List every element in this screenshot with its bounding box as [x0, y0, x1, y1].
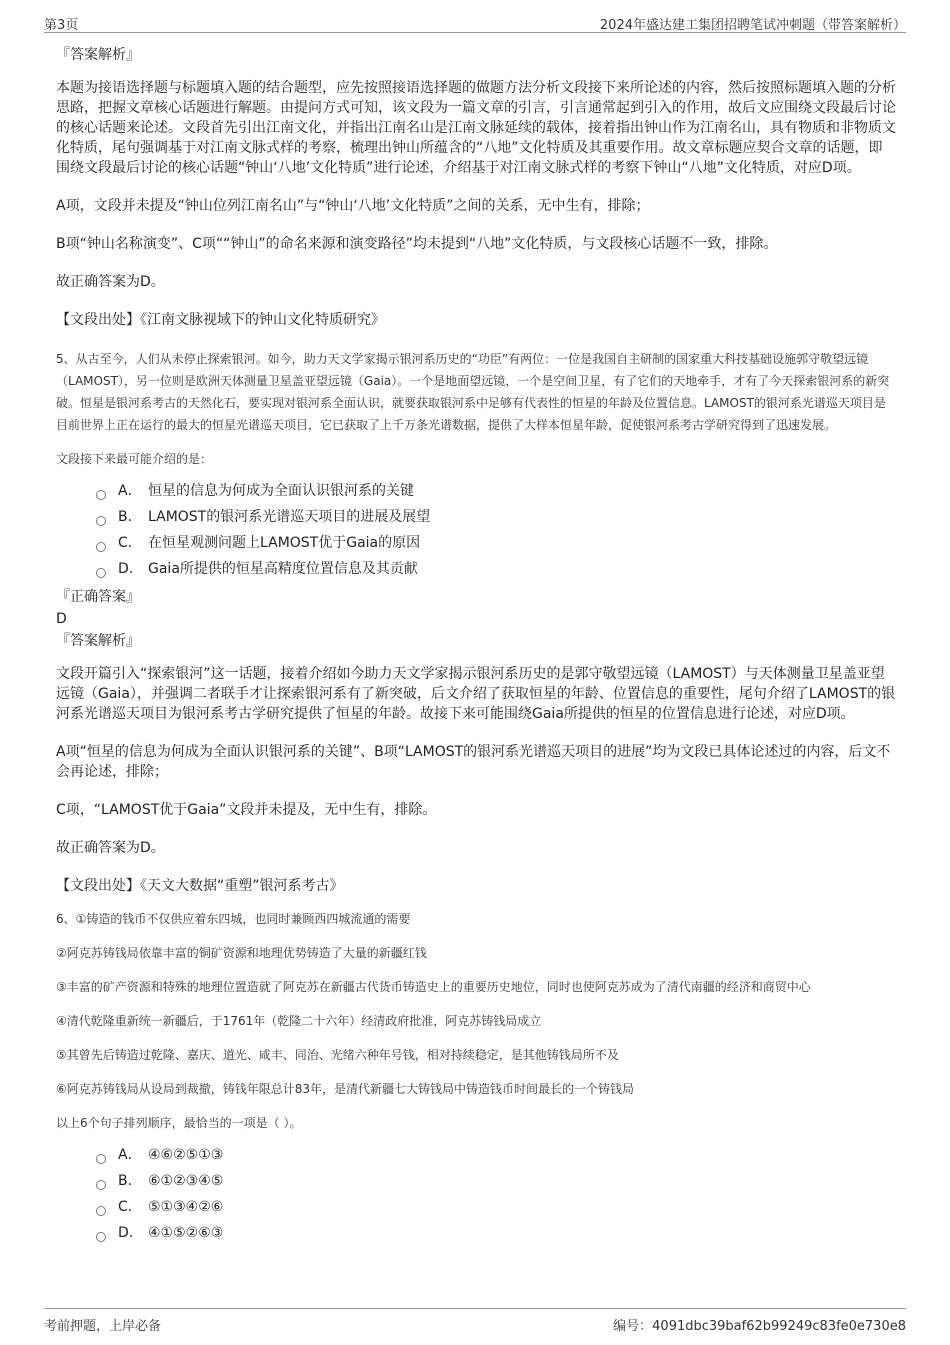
- q6-sentence-3: ③丰富的矿产资源和特殊的地理位置造就了阿克苏在新疆古代货币铸造史上的重要历史地位，同时也使阿克苏成为了清代南疆的经济和商贸中心: [56, 980, 811, 994]
- q5-answer-label: 『正确答案』: [56, 589, 140, 605]
- q4-analysis: 本题为接语选择题与标题填入题的结合题型，应先按照接语选择题的做题方法分析文段接下来所论述的内容，然后按照标题填入题的分析思路，把握文章核心话题进行解题。由提问方式可知，该文段为一篇文章的引言，引言通常起到引入的作用，故后文应围绕文段最后讨论的核心话题来论述。文段首先引出江南文化，并指出江南名山是江南文脉延续的载体，接着指出钟山作为江南名山，具有物质和非物质文化特质，尾句强调基于对江南文脉式样的考察，梳理出钟山所蕴含的“八地”文化特质及其重要作用。故文章标题应契合文章的话题，即围绕文段最后讨论的核心话题“钟山‘八地’文化特质”进行论述，介绍基于对江南文脉式样的考察下钟山“八地”文化特质，对应D项。: [56, 80, 896, 176]
- q4-conclusion: 故正确答案为D。: [56, 274, 165, 290]
- option-key: D．: [118, 1225, 143, 1241]
- q5-option-b[interactable]: [96, 504, 896, 530]
- main-content: [56, 44, 896, 1250]
- q6-sentence-1: 6、①铸造的钱币不仅供应着东四城，也同时兼顾西四城流通的需要: [56, 912, 411, 926]
- q5-question: 文段接下来最可能介绍的是：: [56, 452, 213, 466]
- radio-icon[interactable]: [96, 1154, 106, 1164]
- radio-icon[interactable]: [96, 1180, 106, 1190]
- radio-icon[interactable]: [96, 516, 106, 526]
- option-key: A．: [118, 483, 142, 499]
- q5-stem: 5、从古至今，人们从未停止探索银河。如今，助力天文学家揭示银河系历史的“功臣”有两位：一位是我国自主研制的国家重大科技基础设施郭守敬望远镜（LAMOST），另一位则是欧洲天体测量卫星盖亚望远镜（Gaia）。一个是地面望远镜，一个是空间卫星，有了它们的天地牵手，才有了今天探索银河系的新突破。恒星是银河系考古的天然化石，要实现对银河系全面认识，就要获取银河系中足够有代表性的恒星的年龄及位置信息。LAMOST的银河系光谱巡天项目是目前世界上正在运行的最大的恒星光谱巡天项目，它已获取了上千万条光谱数据，提供了大样本恒星年龄，促使银河系考古学研究得到了迅速发展。: [56, 352, 890, 432]
- q5-option-a[interactable]: [96, 478, 896, 504]
- footer-slogan: 考前押题，上岸必备: [44, 1319, 162, 1334]
- page-header: [44, 12, 906, 33]
- q6-option-c[interactable]: [96, 1194, 896, 1220]
- radio-icon[interactable]: [96, 542, 106, 552]
- q5-analysis: 文段开篇引入“探索银河”这一话题，接着介绍如今助力天文学家揭示银河系历史的是郭守敬望远镜（LAMOST）与天体测量卫星盖亚望远镜（Gaia），并强调二者联手才让探索银河系有了新突破，后文介绍了获取恒星的年龄、位置信息的重要性，尾句介绍了LAMOST的银河系光谱巡天项目为银河系考古学研究提供了恒星的年龄。故接下来可能围绕Gaia所提供的恒星的位置信息进行论述，对应D项。: [56, 666, 896, 722]
- radio-icon[interactable]: [96, 1232, 106, 1242]
- document-title: 2024年盛达建工集团招聘笔试冲刺题（带答案解析）: [599, 18, 906, 33]
- q6-sentence-2: ②阿克苏铸钱局依靠丰富的铜矿资源和地理优势铸造了大量的新疆红钱: [56, 946, 427, 960]
- q5-c-note: C项，“LAMOST优于Gaia”文段并未提及，无中生有，排除。: [56, 802, 437, 818]
- q4-a-note: A项，文段并未提及“钟山位列江南名山”与“钟山‘八地’文化特质”之间的关系，无中生有，排除；: [56, 198, 650, 214]
- q5-source: 【文段出处】《天文大数据“重塑”银河系考古》: [56, 878, 344, 894]
- option-text: Gaia所提供的恒星高精度位置信息及其贡献: [148, 561, 418, 577]
- option-key: D．: [118, 561, 143, 577]
- q6-option-d[interactable]: [96, 1220, 896, 1246]
- q5-ab-note: A项“恒星的信息为何成为全面认识银河系的关键”、B项“LAMOST的银河系光谱巡天项目的进展”均为文段已具体论述过的内容，后文不会再论述，排除；: [56, 744, 891, 780]
- option-key: B．: [118, 1173, 142, 1189]
- q5-analysis-label: 『答案解析』: [56, 633, 140, 649]
- q4-bc-note: B项“钟山名称演变”、C项““钟山”的命名来源和演变路径”均未提到“八地”文化特质，与文段核心话题不一致，排除。: [56, 236, 778, 252]
- option-key: A．: [118, 1147, 142, 1163]
- q6-option-a[interactable]: [96, 1142, 896, 1168]
- option-text: 在恒星观测问题上LAMOST优于Gaia的原因: [148, 535, 421, 551]
- q5-option-c[interactable]: [96, 530, 896, 556]
- page-footer: [44, 1308, 906, 1333]
- q6-question: 以上6个句子排列顺序，最恰当的一项是（ ）。: [56, 1116, 302, 1130]
- q6-option-b[interactable]: [96, 1168, 896, 1194]
- option-key: B．: [118, 509, 142, 525]
- q5-answer: D: [56, 611, 67, 627]
- document-id: 编号：4091dbc39baf62b99249c83fe0e730e8: [613, 1319, 906, 1334]
- q6-sentence-5: ⑤其曾先后铸造过乾隆、嘉庆、道光、咸丰、同治、光绪六种年号钱，相对持续稳定，是其他铸钱局所不及: [56, 1048, 619, 1062]
- q6-options: [96, 1142, 896, 1246]
- option-text: LAMOST的银河系光谱巡天项目的进展及展望: [148, 509, 431, 525]
- option-text: ④①⑤②⑥③: [148, 1225, 224, 1241]
- radio-icon[interactable]: [96, 490, 106, 500]
- q4-analysis-label: 『答案解析』: [56, 47, 140, 63]
- radio-icon[interactable]: [96, 568, 106, 578]
- page-number: 第3页: [44, 18, 79, 33]
- q5-options: [96, 478, 896, 582]
- option-text: ⑥①②③④⑤: [148, 1173, 224, 1189]
- radio-icon[interactable]: [96, 1206, 106, 1216]
- q6-sentence-4: ④清代乾隆重新统一新疆后，于1761年（乾隆二十六年）经清政府批准，阿克苏铸钱局成立: [56, 1014, 542, 1028]
- option-text: 恒星的信息为何成为全面认识银河系的关键: [148, 483, 414, 499]
- option-key: C．: [118, 535, 142, 551]
- option-text: ④⑥②⑤①③: [148, 1147, 224, 1163]
- option-key: C．: [118, 1199, 142, 1215]
- q5-conclusion: 故正确答案为D。: [56, 840, 165, 856]
- option-text: ⑤①③④②⑥: [148, 1199, 224, 1215]
- q4-source: 【文段出处】《江南文脉视域下的钟山文化特质研究》: [56, 312, 385, 328]
- q6-sentence-6: ⑥阿克苏铸钱局从设局到裁撤，铸钱年限总计83年，是清代新疆七大铸钱局中铸造钱币时间最长的一个铸钱局: [56, 1082, 635, 1096]
- q5-option-d[interactable]: [96, 556, 896, 582]
